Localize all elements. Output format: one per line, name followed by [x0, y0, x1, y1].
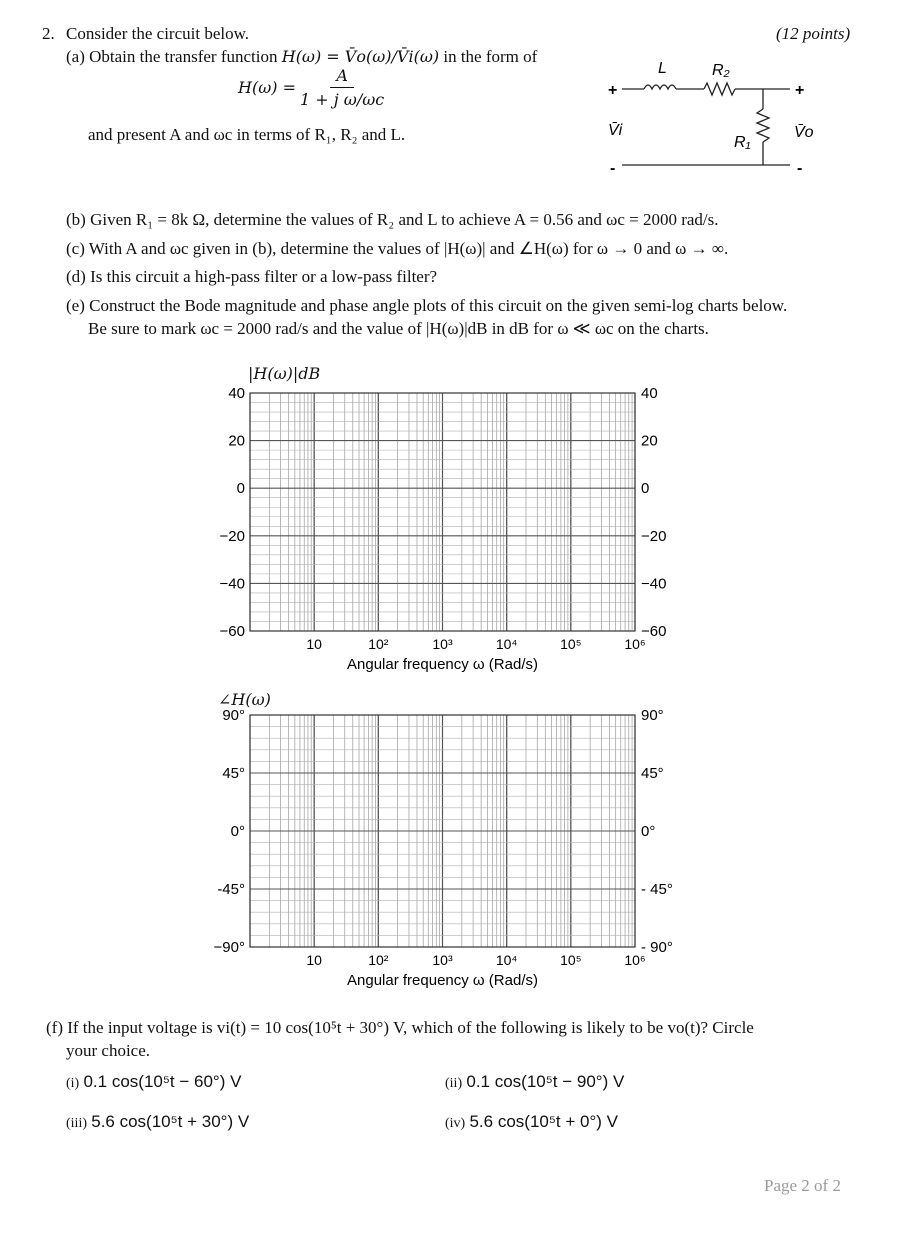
- y-tick-label-right: - 90°: [641, 939, 673, 956]
- option-iii[interactable]: [66, 1112, 249, 1132]
- y-tick-label-left: 0: [236, 480, 245, 498]
- y-tick-label-right: 90°: [641, 710, 664, 724]
- magnitude-chart: [200, 385, 700, 675]
- vo-plus: +: [795, 82, 805, 99]
- grid-lines: [250, 715, 635, 947]
- vi-minus: -: [610, 160, 616, 177]
- points-label: (12 points): [776, 24, 851, 43]
- x-axis-label: Angular frequency ω (Rad/s): [347, 656, 538, 673]
- x-tick-label: 10: [306, 636, 322, 652]
- y-tick-label-right: - 45°: [641, 881, 673, 898]
- y-tick-label-right: 40: [641, 385, 658, 402]
- option-iv[interactable]: [445, 1112, 618, 1132]
- formula-fraction: [300, 66, 384, 109]
- x-tick-label: 10⁶: [624, 952, 646, 968]
- part-c: (c) With A and ωc given in (b), determine the values of |H(ω)| and ∠H(ω) for ω → 0 and ω → ∞.: [66, 239, 729, 258]
- part-e-line1: (e) Construct the Bode magnitude and phase angle plots of this circuit on the given semi-log charts below.: [66, 296, 788, 315]
- x-tick-label: 10⁴: [495, 952, 518, 968]
- y-tick-label-left: −90°: [213, 939, 245, 956]
- transfer-formula: [238, 66, 384, 109]
- grid-lines: [250, 393, 635, 631]
- y-tick-label-right: −60: [641, 623, 667, 640]
- formula-lhs: H(ω) =: [238, 78, 296, 97]
- x-tick-label: 10²: [368, 952, 389, 968]
- part-e-line2: Be sure to mark ωc = 2000 rad/s and the value of |H(ω)|dB in dB for ω ≪ ωc on the charts.: [88, 319, 709, 338]
- y-tick-label-right: −20: [641, 527, 667, 545]
- part-f-line2: your choice.: [66, 1041, 151, 1060]
- y-tick-label-left: −40: [219, 575, 245, 593]
- label-Vi: V̄i: [608, 122, 623, 139]
- vo-minus: -: [797, 160, 803, 177]
- formula-numerator: A: [330, 66, 354, 88]
- option-iv-text: 5.6 cos(10⁵t + 0°) V: [469, 1112, 618, 1131]
- part-f-line1: (f) If the input voltage is vi(t) = 10 cos(10⁵t + 30°) V, which of the following is likely to be vo(t)? Circle: [46, 1018, 754, 1037]
- part-a-line: [66, 47, 537, 67]
- resistor-r1-symbol: [757, 109, 769, 142]
- y-tick-label-left: -45°: [217, 881, 245, 898]
- resistor-r2-symbol: [704, 83, 735, 95]
- phase-chart: [200, 710, 700, 995]
- y-tick-label-right: 0°: [641, 823, 656, 840]
- y-tick-label-left: 40: [228, 385, 245, 402]
- part-a-text-before: Obtain the transfer function: [89, 47, 278, 66]
- x-tick-label: 10⁵: [560, 952, 582, 968]
- option-i[interactable]: [66, 1072, 241, 1092]
- option-iii-text: 5.6 cos(10⁵t + 30°) V: [91, 1112, 250, 1131]
- y-tick-label-left: 90°: [222, 710, 245, 724]
- option-ii-label: (ii): [445, 1076, 463, 1091]
- y-tick-label-right: −40: [641, 575, 667, 593]
- y-tick-label-left: 45°: [222, 765, 245, 782]
- label-R1: R₁: [734, 134, 751, 151]
- x-tick-label: 10⁶: [624, 636, 646, 652]
- x-axis-label: Angular frequency ω (Rad/s): [347, 972, 538, 989]
- x-tick-label: 10⁴: [495, 636, 518, 652]
- part-a-tf-expr: H(ω) = V̄o(ω)/V̄i(ω): [281, 47, 440, 66]
- circuit-diagram: [600, 55, 820, 180]
- x-tick-label: 10³: [432, 952, 453, 968]
- phase-chart-title: ∠H(ω): [218, 690, 271, 709]
- option-ii-text: 0.1 cos(10⁵t − 90°) V: [466, 1072, 625, 1091]
- part-b: (b) Given R₁ = 8k Ω, determine the values of R₂ and L to achieve A = 0.56 and ωc = 2000 rad/s.: [66, 210, 719, 229]
- page-footer: Page 2 of 2: [764, 1176, 841, 1195]
- y-tick-label-right: 20: [641, 432, 658, 450]
- label-R2: R₂: [712, 62, 730, 79]
- x-tick-label: 10: [306, 952, 322, 968]
- option-i-text: 0.1 cos(10⁵t − 60°) V: [83, 1072, 242, 1091]
- y-tick-label-left: 0°: [230, 823, 245, 840]
- part-a-line2: and present A and ωc in terms of R₁, R₂ and L.: [88, 125, 406, 144]
- x-tick-label: 10³: [432, 636, 453, 652]
- part-d: (d) Is this circuit a high-pass filter or a low-pass filter?: [66, 267, 438, 286]
- option-iii-label: (iii): [66, 1116, 87, 1131]
- option-ii[interactable]: [445, 1072, 624, 1092]
- x-tick-label: 10⁵: [560, 636, 582, 652]
- label-Vo: V̄o: [794, 124, 814, 141]
- label-L: L: [658, 60, 667, 77]
- inductor-symbol: [644, 85, 676, 89]
- y-tick-label-left: −20: [219, 527, 245, 545]
- magnitude-chart-title: |H(ω)|dB: [248, 364, 321, 383]
- vi-plus: +: [608, 82, 618, 99]
- part-a-text-after: in the form of: [443, 47, 538, 66]
- formula-denominator: 1 + j ω/ωc: [299, 90, 385, 109]
- y-tick-label-right: 45°: [641, 765, 664, 782]
- x-tick-label: 10²: [368, 636, 389, 652]
- problem-intro: Consider the circuit below.: [66, 24, 250, 43]
- y-tick-label-left: 20: [228, 432, 245, 450]
- option-i-label: (i): [66, 1076, 80, 1091]
- y-tick-label-left: −60: [219, 623, 245, 640]
- problem-number: 2.: [42, 24, 55, 43]
- option-iv-label: (iv): [445, 1116, 466, 1131]
- part-a-label: (a): [66, 47, 85, 66]
- y-tick-label-right: 0: [641, 480, 650, 498]
